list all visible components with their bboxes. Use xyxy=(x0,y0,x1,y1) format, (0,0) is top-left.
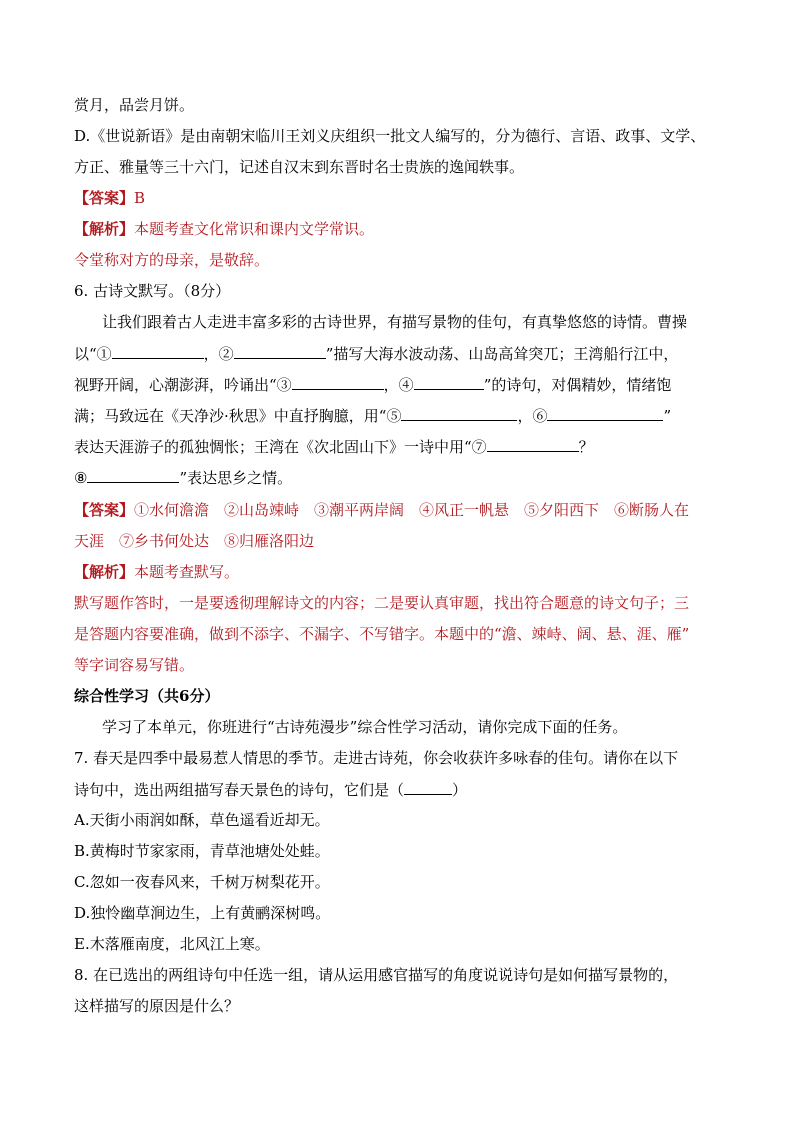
q6-heading: 6. 古诗文默写。（8分） xyxy=(74,282,231,300)
option-e: E.木落雁南度，北风江上寒。 xyxy=(74,935,270,953)
blank-6[interactable] xyxy=(547,404,663,421)
q6-paragraph-line xyxy=(74,373,734,396)
blank-5[interactable] xyxy=(401,404,517,421)
q6-explanation: 是答题内容要准确，做到不添字、不漏字、不写错字。本题中的“澹、竦峙、阔、悬、涯、雁” xyxy=(74,625,690,643)
option-c: C.忽如一夜春风来，千树万树梨花开。 xyxy=(74,873,330,891)
option-b: B.黄梅时节家家雨，青草池塘处处蛙。 xyxy=(74,842,330,860)
blank-prefix: 表达天涯游子的孤独惆怅；王湾在《次北固山下》一诗中用“⑦ xyxy=(74,438,487,456)
q6-answer-cont: 天涯 ⑦乡书何处达 ⑧归雁洛阳边 xyxy=(74,532,315,550)
option-a: A.天街小雨润如酥，草色遥看近却无。 xyxy=(74,811,330,829)
q6-paragraph-line xyxy=(74,435,734,458)
q6-paragraph-line xyxy=(74,466,734,489)
q5-answer xyxy=(74,187,734,209)
q6-analysis xyxy=(74,561,734,583)
text-fragment: 诗句中，选出两组描写春天景色的诗句，它们是（ xyxy=(74,781,405,799)
blank-prefix: ，② xyxy=(203,345,234,363)
text-fragment: ”描写大海水波动荡、山岛高耸突兀；王湾船行江中， xyxy=(325,345,679,363)
q6-explanation: 等字词容易写错。 xyxy=(74,656,195,674)
analysis-label: 【解析】 xyxy=(74,563,135,581)
q7-stem: 7. 春天是四季中最易惹人情思的季节。走进古诗苑，你会收获许多咏春的佳句。请你在以下 xyxy=(74,749,679,767)
text-fragment: ”的诗句，对偶精妙，情绪饱 xyxy=(483,376,672,394)
blank-7[interactable] xyxy=(487,435,579,452)
analysis-label: 【解析】 xyxy=(74,220,135,238)
option-d: D.独怜幽草涧边生，上有黄鹂深树鸣。 xyxy=(74,904,331,922)
text-fragment: ） xyxy=(452,781,468,799)
blank-2[interactable] xyxy=(234,342,326,359)
option-d-line: D.《世说新语》是由南朝宋临川王刘义庆组织一批文人编写的，分为德行、言语、政事、文学、 xyxy=(74,127,706,145)
q8-stem: 8. 在已选出的两组诗句中任选一组，请从运用感官描写的角度说说诗句是如何描写景物的， xyxy=(74,966,679,984)
answer-label: 【答案】 xyxy=(74,501,135,519)
section-heading: 综合性学习（共6分） xyxy=(74,687,220,705)
blank-prefix: ，④ xyxy=(383,376,414,394)
q6-answer xyxy=(74,499,734,521)
answer-blank[interactable] xyxy=(404,778,452,795)
section-intro: 学习了本单元，你班进行“古诗苑漫步”综合性学习活动，请你完成下面的任务。 xyxy=(102,718,628,736)
blank-prefix: 视野开阔，心潮澎湃，吟诵出“③ xyxy=(74,376,292,394)
text-line: 方正、雅量等三十六门，记述自汉末到东晋时名士贵族的逸闻轶事。 xyxy=(74,158,525,176)
text-fragment: ？ xyxy=(578,438,594,456)
text-line: 赏月，品尝月饼。 xyxy=(74,96,195,114)
analysis-text: 本题考查文化常识和课内文学常识。 xyxy=(134,220,375,238)
q6-explanation: 默写题作答时，一是要透彻理解诗文的内容；二是要认真审题，找出符合题意的诗文句子；三 xyxy=(74,594,690,612)
q6-paragraph-line: 让我们跟着古人走进丰富多彩的古诗世界，有描写景物的佳句，有真挚悠悠的诗情。曹操 xyxy=(102,313,688,331)
blank-prefix: 满；马致远在《天净沙·秋思》中直抒胸臆，用“⑤ xyxy=(74,407,402,425)
answer-value: B xyxy=(134,189,146,207)
q5-note: 令堂称对方的母亲，是敬辞。 xyxy=(74,251,270,269)
q8-stem: 这样描写的原因是什么？ xyxy=(74,997,240,1015)
answer-text: ①水何澹澹 ②山岛竦峙 ③潮平两岸阔 ④风正一帆悬 ⑤夕阳西下 ⑥断肠人在 xyxy=(134,501,690,519)
text-fragment: ”表达思乡之情。 xyxy=(179,469,293,487)
q5-analysis xyxy=(74,218,734,240)
blank-1[interactable] xyxy=(112,342,204,359)
analysis-text: 本题考查默写。 xyxy=(134,563,240,581)
blank-prefix: ，⑥ xyxy=(517,407,548,425)
text-fragment: ” xyxy=(663,407,672,425)
answer-label: 【答案】 xyxy=(74,189,135,207)
blank-prefix: ⑧ xyxy=(74,469,88,487)
blank-4[interactable] xyxy=(414,373,484,390)
blank-8[interactable] xyxy=(87,466,179,483)
blank-prefix: 以“① xyxy=(74,345,112,363)
q7-stem xyxy=(74,778,734,801)
blank-3[interactable] xyxy=(292,373,384,390)
q6-paragraph-line xyxy=(74,404,734,427)
q6-paragraph-line xyxy=(74,342,734,365)
